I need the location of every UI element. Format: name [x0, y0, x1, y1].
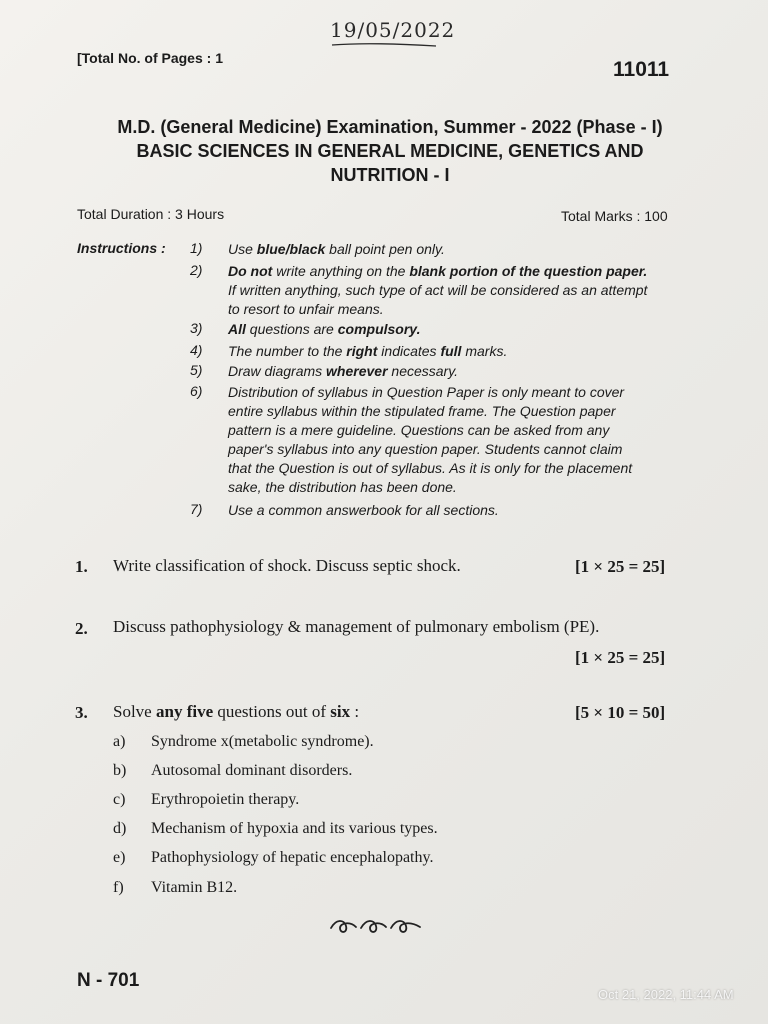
- total-duration: Total Duration : 3 Hours: [77, 206, 225, 222]
- question-2-text: Discuss pathophysiology & management of pulmonary embolism (PE).: [113, 617, 600, 636]
- total-pages: [Total No. of Pages : 1: [77, 50, 223, 66]
- question-1-text: Write classification of shock. Discuss septic shock.: [113, 556, 461, 575]
- subpart-c-label: c): [113, 791, 126, 808]
- total-marks: Total Marks : 100: [561, 208, 668, 224]
- photo-timestamp: Oct 21, 2022, 11:44 AM: [598, 987, 734, 1002]
- question-3-marks: [5 × 10 = 50]: [575, 703, 666, 722]
- question-2-number: 2.: [75, 619, 88, 638]
- footer-code: N - 701: [77, 970, 140, 991]
- subpart-c-text: Erythropoietin therapy.: [151, 791, 300, 808]
- subpart-d-text: Mechanism of hypoxia and its various types.: [151, 820, 438, 837]
- subpart-a-label: a): [113, 733, 126, 750]
- question-2-marks: [1 × 25 = 25]: [575, 648, 666, 667]
- title-line-3: NUTRITION - I: [330, 165, 450, 185]
- title-line-1: M.D. (General Medicine) Examination, Summer - 2022 (Phase - I): [117, 117, 663, 137]
- question-3-text: Solve any five questions out of six :: [113, 702, 360, 721]
- subpart-a-text: Syndrome x(metabolic syndrome).: [151, 733, 374, 750]
- subpart-f-text: Vitamin B12.: [151, 879, 238, 896]
- question-1-number: 1.: [75, 557, 88, 576]
- end-ornament-icon: [328, 915, 424, 937]
- exam-title: [40, 115, 740, 187]
- handwritten-date: 19/05/2022: [330, 18, 456, 42]
- subpart-d-label: d): [113, 820, 127, 837]
- title-line-2: BASIC SCIENCES IN GENERAL MEDICINE, GENETICS AND: [136, 141, 644, 161]
- exam-paper: 19/05/2022 [Total No. of Pages : 1 11011 M.D. (General Medicine) Examination, Summer - 2022 (Phase - I) BASIC SCIENCES IN GENERAL MEDICINE, GENETICS AND NUTRITION - I Total Duration : 3 Hours Total Marks : 100 Instructions : 1) Use blue/black ball point pen only. 2) Do not write anything on the blank portion of the question paper. If written anything, such type of act will be considered as an attempt to resort to unfair means. 3) All questions are compulsory. 4) The number to the right indicates full marks. 5) Draw diagrams wherever necessary. 6) Distribution of syllabus in Question Paper is only meant to cover entire syllabus within the stipulated frame. The Question paper pattern is a mere guideline. Questions can be asked from any paper's syllabus into any question paper. Students cannot claim that the Question is out of syllabus. As it is only for the placement sake, the distribution has been done. 7) Use a common answerbook for all sections. 1. Write classification of shock. Discuss septic shock. [1 × 25 = 25] 2. Discuss pathophysiology & management of pulmonary embolism (PE). [1 × 25 = 25] 3. Solve any five questions out of six : [5 × 10 = 50] a) Syndrome x(metabolic syndrome). b) Autosomal dominant disorders. c) Erythropoietin therapy. d) Mechanism of hypoxia and its various types. e) Pathophysiology of hepatic encephalopathy. f) Vitamin B12. N - 701 Oct 21, 2022, 11:44 AM: [0, 0, 768, 1024]
- subpart-e-label: e): [113, 849, 126, 866]
- subpart-f-label: f): [113, 879, 124, 896]
- paper-code: 11011: [613, 58, 670, 81]
- question-3-number: 3.: [75, 703, 88, 722]
- date-underline: [330, 42, 438, 48]
- subpart-b-label: b): [113, 762, 127, 779]
- subpart-b-text: Autosomal dominant disorders.: [151, 762, 353, 779]
- instructions-label: Instructions :: [77, 240, 166, 256]
- subpart-e-text: Pathophysiology of hepatic encephalopathy.: [151, 849, 434, 866]
- question-1-marks: [1 × 25 = 25]: [575, 557, 666, 576]
